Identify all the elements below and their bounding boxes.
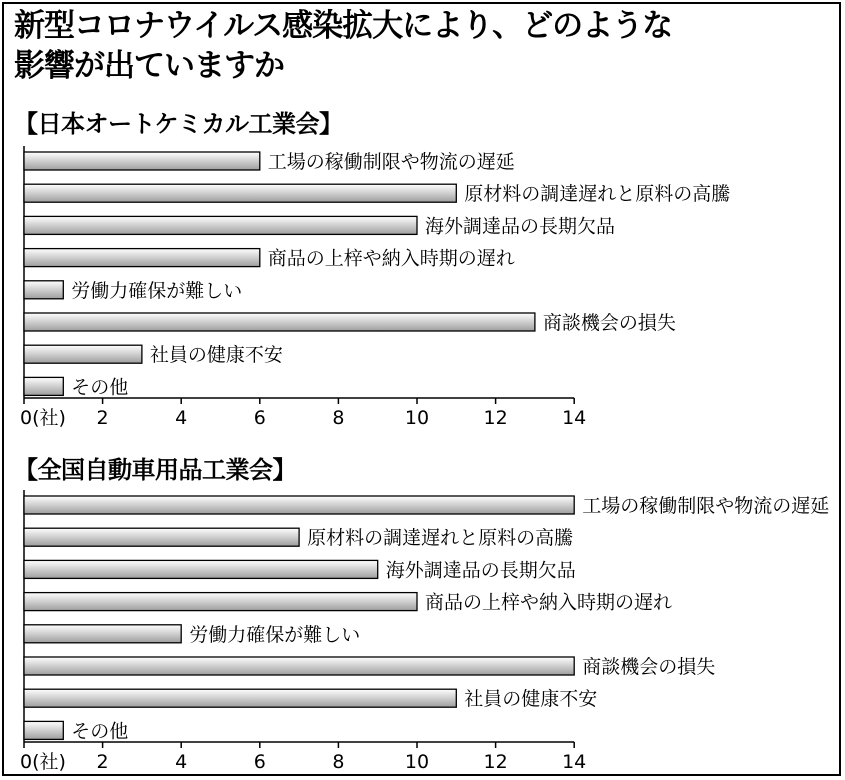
- chart2-bar: [24, 657, 574, 675]
- chart1-bar-label: 工場の稼働制限や物流の遅延: [267, 151, 515, 173]
- chart2-tick-label: 4: [175, 751, 188, 773]
- chart1-tick-label: 0(社): [20, 407, 66, 429]
- chart1-bar-label: 原材料の調達遅れと原料の高騰: [464, 183, 731, 206]
- chart2-tick-label: 10: [404, 751, 430, 773]
- chart2-tick-label: 6: [253, 751, 266, 773]
- chart1-bar: [24, 377, 63, 395]
- chart1-bar-label: 海外調達品の長期欠品: [425, 215, 616, 238]
- chart1-tick-label: 4: [175, 407, 188, 429]
- chart2-bar: [24, 528, 299, 546]
- chart1-bar: [24, 184, 456, 202]
- main-title-line2: 影響が出ていますか: [14, 48, 284, 84]
- chart2-bar-label: 商品の上梓や納入時期の遅れ: [425, 591, 673, 614]
- chart1-bar: [24, 152, 260, 170]
- chart2-bar: [24, 496, 574, 514]
- chart2-tick-label: 0(社): [20, 751, 66, 773]
- chart2-bar: [24, 689, 456, 707]
- chart2-bar: [24, 625, 181, 643]
- chart1-tick-label: 12: [483, 407, 508, 429]
- chart2-bar-label: 商談機会の損失: [582, 656, 716, 678]
- chart2-bar-label: 社員の健康不安: [464, 688, 598, 711]
- chart2-tick-label: 14: [562, 751, 587, 773]
- chart2-bar: [24, 560, 378, 578]
- chart2-bar: [24, 721, 63, 739]
- chart1-bar: [24, 345, 142, 363]
- chart2-tick-label: 8: [332, 751, 345, 773]
- chart1-tick-label: 10: [404, 407, 430, 429]
- chart2-bar-label: 工場の稼働制限や物流の遅延: [582, 495, 830, 517]
- chart2-tick-label: 12: [483, 751, 508, 773]
- chart1-bar: [24, 249, 260, 267]
- chart1-tick-label: 2: [96, 407, 109, 429]
- chart2-title: 【全国自動車用品工業会】: [14, 456, 296, 484]
- chart1-tick-label: 6: [253, 407, 266, 429]
- chart1-bar-label: 社員の健康不安: [149, 344, 283, 367]
- chart2-bar: [24, 593, 417, 611]
- chart1-bar-label: 商談機会の損失: [542, 312, 676, 334]
- chart1-title: 【日本オートケミカル工業会】: [14, 110, 343, 138]
- chart1-bar-label: 労働力確保が難しい: [71, 279, 243, 302]
- chart1-bar: [24, 216, 417, 234]
- chart2-bar-label: 労働力確保が難しい: [189, 623, 361, 646]
- chart2-bar-label: 海外調達品の長期欠品: [385, 559, 576, 582]
- chart1-bar: [24, 313, 535, 331]
- chart1-bar: [24, 281, 63, 299]
- chart1-tick-label: 14: [562, 407, 587, 429]
- chart1-bar-label: 商品の上梓や納入時期の遅れ: [267, 247, 515, 270]
- chart2-bar-label: 原材料の調達遅れと原料の高騰: [307, 527, 574, 550]
- chart1-tick-label: 8: [332, 407, 345, 429]
- chart2-bar-label: その他: [71, 720, 129, 743]
- chart2-tick-label: 2: [96, 751, 109, 773]
- main-title-line1: 新型コロナウイルス感染拡大により、どのような: [14, 8, 673, 44]
- chart1-bar-label: その他: [71, 376, 129, 399]
